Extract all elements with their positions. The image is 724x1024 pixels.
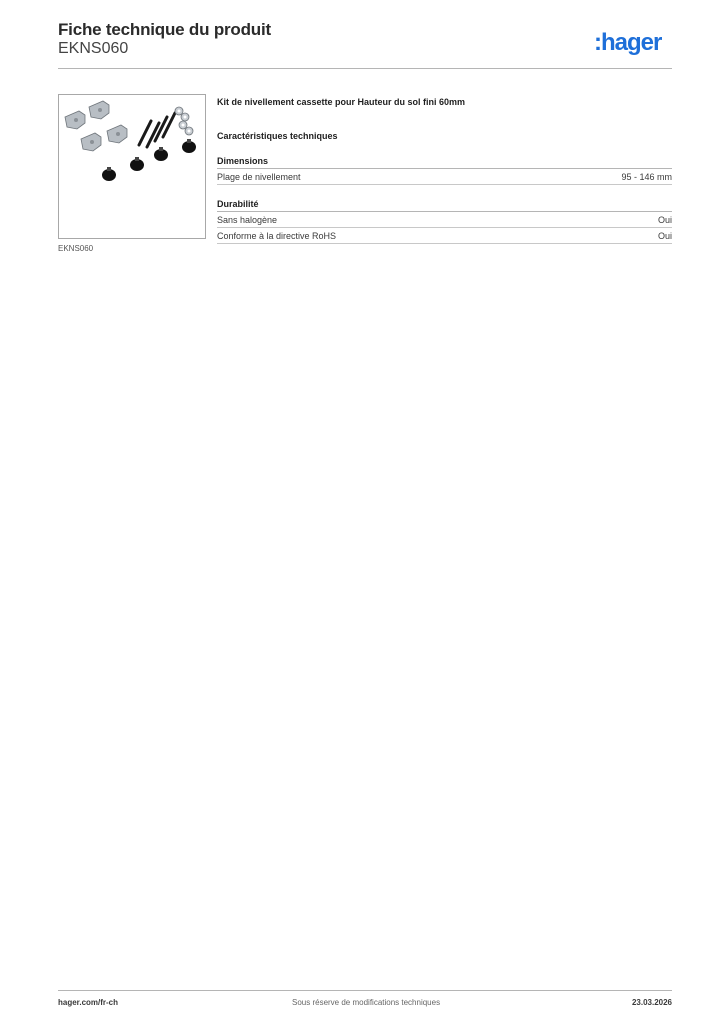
spec-row (217, 229, 672, 244)
spec-row (217, 170, 672, 185)
leveling-kit-illustration (59, 95, 205, 238)
logo-text: :hager (594, 29, 662, 56)
page-title: Fiche technique du produit (58, 20, 271, 39)
spec-label: Plage de nivellement (217, 172, 301, 182)
product-description: Kit de nivellement cassette pour Hauteur du sol fini 60mm (217, 97, 466, 107)
spec-row (217, 213, 672, 228)
product-image (58, 94, 206, 239)
product-reference: EKNS060 (58, 40, 129, 57)
group-title-dimensions: Dimensions (217, 154, 672, 169)
footer-divider (58, 990, 672, 991)
spec-label: Conforme à la directive RoHS (217, 231, 337, 241)
footer-disclaimer: Sous réserve de modifications techniques (292, 998, 441, 1007)
hager-logo (594, 28, 674, 58)
spec-value: Oui (657, 231, 672, 241)
section-title: Caractéristiques techniques (217, 131, 338, 141)
spec-content (217, 96, 672, 244)
header-divider (58, 68, 672, 69)
spec-label: Sans halogène (217, 215, 278, 225)
group-title-durability: Durabilité (217, 197, 672, 212)
footer-website[interactable]: hager.com/fr-ch (58, 998, 119, 1007)
spec-value: 95 - 146 mm (621, 172, 672, 182)
spec-value: Oui (657, 215, 672, 225)
footer-date: 23.03.2026 (631, 998, 672, 1007)
image-caption: EKNS060 (58, 244, 94, 253)
